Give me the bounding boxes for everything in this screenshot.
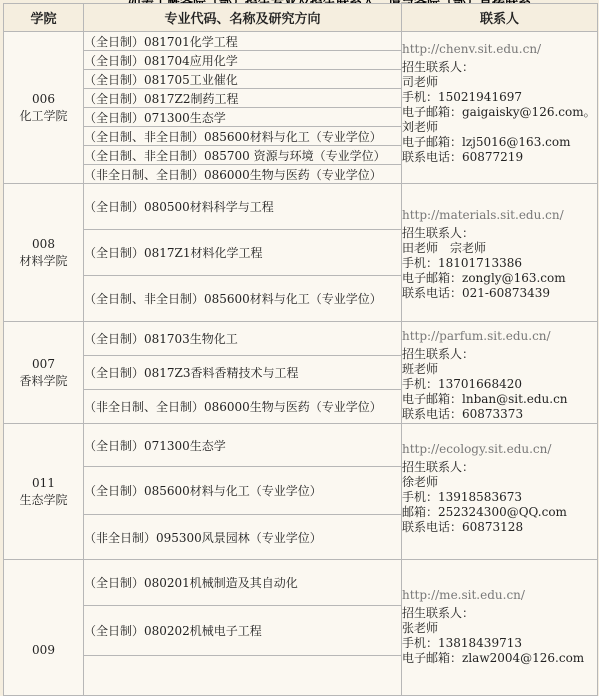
- college-cell: [4, 184, 84, 322]
- contact-line: 田老师 宗老师: [402, 241, 487, 255]
- program-cell: （全日制、非全日制）085600材料与化工（专业学位）: [84, 127, 402, 146]
- contact-cell: [402, 322, 598, 424]
- contact-line: 联系电话：60873128: [402, 520, 524, 534]
- program-cell: （全日制）080202机械电子工程: [84, 606, 402, 656]
- college-website-link[interactable]: http://parfum.sit.edu.cn/: [402, 329, 551, 343]
- contact-line: 招生联系人：: [402, 226, 475, 240]
- table-row: [4, 322, 598, 356]
- program-cell: （全日制）085600材料与化工（专业学位）: [84, 467, 402, 515]
- contact-line: 邮箱：252324300@QQ.com: [402, 505, 567, 519]
- college-website-link[interactable]: http://ecology.sit.edu.cn/: [402, 442, 552, 456]
- admissions-table: [3, 3, 598, 696]
- program-cell: （全日制）081701化学工程: [84, 32, 402, 51]
- contact-line: 招生联系人：: [402, 606, 475, 620]
- contact-line: 电子邮箱：gaigaisky@126.com。: [402, 105, 596, 119]
- contact-cell: [402, 560, 598, 696]
- contact-line: 联系电话：021-60873439: [402, 286, 551, 300]
- contact-line: 电子邮箱：zlaw2004@126.com: [402, 651, 585, 665]
- contact-line: 招生联系人：: [402, 460, 475, 474]
- contact-line: 招生联系人：: [402, 347, 475, 361]
- contact-line: 手机：15021941697: [402, 90, 522, 104]
- program-cell: （全日制）080201机械制造及其自动化: [84, 560, 402, 606]
- contact-cell: [402, 424, 598, 560]
- program-cell: （全日制）0817Z1材料化学工程: [84, 230, 402, 276]
- contact-line: 电子邮箱：lzj5016@163.com: [402, 135, 571, 149]
- program-cell: （全日制）0817Z3香料香精技术与工程: [84, 356, 402, 390]
- contact-line: 徐老师: [402, 475, 439, 489]
- program-cell: （全日制）081705工业催化: [84, 70, 402, 89]
- program-cell: （非全日制、全日制）086000生物与医药（专业学位）: [84, 165, 402, 184]
- program-cell: （全日制）081704应用化学: [84, 51, 402, 70]
- header-contact: 联系人: [402, 4, 598, 32]
- contact-cell: [402, 184, 598, 322]
- table-row: [4, 560, 598, 606]
- program-cell: （全日制）081703生物化工: [84, 322, 402, 356]
- college-code: 007: [32, 356, 55, 371]
- program-cell: （全日制、非全日制）085600材料与化工（专业学位）: [84, 276, 402, 322]
- college-code: 008: [32, 236, 55, 251]
- contact-line: 电子邮箱：zongly@163.com: [402, 271, 566, 285]
- contact-line: 联系电话：60873373: [402, 407, 524, 421]
- contact-line: 招生联系人：: [402, 60, 475, 74]
- table-body: [4, 32, 598, 696]
- program-cell: （全日制）0817Z2制药工程: [84, 89, 402, 108]
- contact-cell: [402, 32, 598, 184]
- contact-line: 手机：13818439713: [402, 636, 522, 650]
- college-cell: [4, 560, 84, 696]
- program-cell: （全日制）071300生态学: [84, 108, 402, 127]
- header-row: [4, 4, 598, 32]
- contact-line: 手机：13701668420: [402, 377, 522, 391]
- contact-line: 班老师: [402, 362, 439, 376]
- contact-line: 手机：18101713386: [402, 256, 522, 270]
- college-website-link[interactable]: http://materials.sit.edu.cn/: [402, 208, 564, 222]
- table-row: [4, 184, 598, 230]
- college-name: 化工学院: [19, 108, 68, 123]
- college-name: 生态学院: [19, 492, 68, 507]
- contact-line: 电子邮箱：lnban@sit.edu.cn: [402, 392, 568, 406]
- program-cell: （全日制、非全日制）085700 资源与环境（专业学位）: [84, 146, 402, 165]
- table-row: [4, 424, 598, 467]
- program-cell: （全日制）071300生态学: [84, 424, 402, 467]
- contact-line: 联系电话：60877219: [402, 150, 524, 164]
- contact-line: 刘老师: [402, 120, 439, 134]
- contact-line: 司老师: [402, 75, 439, 89]
- college-name: 香料学院: [19, 373, 68, 388]
- college-code: 011: [32, 475, 55, 490]
- college-cell: [4, 32, 84, 184]
- header-college: 学院: [4, 4, 84, 32]
- college-cell: [4, 322, 84, 424]
- program-cell: （全日制）080500材料科学与工程: [84, 184, 402, 230]
- college-website-link[interactable]: http://chenv.sit.edu.cn/: [402, 42, 542, 56]
- contact-line: 张老师: [402, 621, 439, 635]
- program-cell: [84, 656, 402, 696]
- program-cell: （非全日制、全日制）086000生物与医药（专业学位）: [84, 390, 402, 424]
- table-row: [4, 32, 598, 51]
- header-program: 专业代码、名称及研究方向: [84, 4, 402, 32]
- college-code: 009: [32, 643, 55, 657]
- program-cell: （非全日制）095300风景园林（专业学位）: [84, 515, 402, 560]
- contact-line: 手机：13918583673: [402, 490, 522, 504]
- college-name: 材料学院: [19, 253, 68, 268]
- college-code: 006: [32, 91, 55, 106]
- college-cell: [4, 424, 84, 560]
- college-website-link[interactable]: http://me.sit.edu.cn/: [402, 588, 525, 602]
